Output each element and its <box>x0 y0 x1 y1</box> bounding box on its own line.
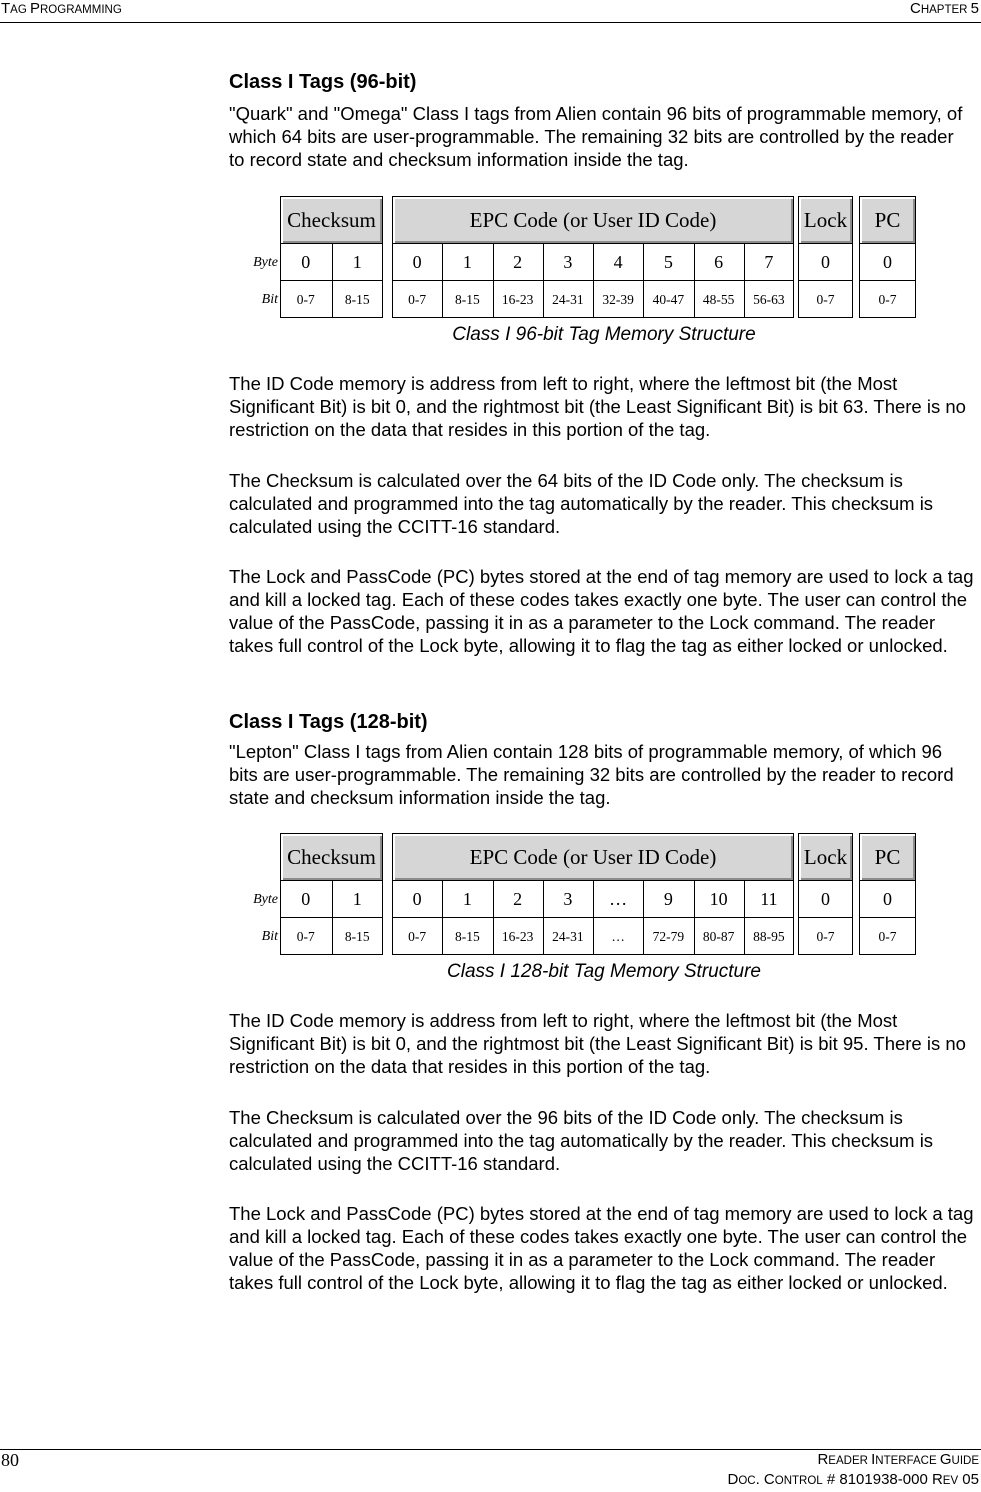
diag128-bit-epc-7: 88-95 <box>753 929 785 944</box>
diag96-bit-epc-4: 32-39 <box>602 292 634 307</box>
diag128-header-checksum: Checksum <box>280 833 383 881</box>
diag96-bit-epc-6: 48-55 <box>702 292 735 307</box>
diag96-byte-epc-7: 7 <box>764 252 774 272</box>
diag96-byte-epc-4: 4 <box>613 252 623 272</box>
diag128-bit-epc-3: 24-31 <box>552 929 584 944</box>
diag128-byte-epc-7: 11 <box>760 889 778 909</box>
diag128-byte-epc-4: … <box>609 889 628 909</box>
diag96-byte-checksum-1: 1 <box>352 252 362 272</box>
diag128-byte-checksum-1: 1 <box>352 889 362 909</box>
diag128-header-epc: EPC Code (or User ID Code) <box>392 833 794 881</box>
diag128-bit-checksum-1: 8-15 <box>344 929 370 944</box>
page-number: 80 <box>1 1450 19 1470</box>
diag96-byte-checksum-0: 0 <box>301 252 311 272</box>
diag96-byte-epc-1: 1 <box>462 252 472 272</box>
caption-96bit: Class I 96-bit Tag Memory Structure <box>452 324 756 345</box>
header-section-title: TAG PROGRAMMING <box>1 0 122 17</box>
diag96-bit-epc-2: 16-23 <box>501 292 534 307</box>
footer-guide-title: READER INTERFACE GUIDE <box>817 1451 979 1468</box>
page-header <box>0 0 981 23</box>
diag96-header-epc: EPC Code (or User ID Code) <box>392 196 794 244</box>
diag128-byte-row-label: Byte <box>253 892 278 907</box>
section-title-128bit: Class I Tags (128-bit) <box>229 711 428 733</box>
diag128-bit-epc-4: … <box>611 929 625 944</box>
diag96-bit-checksum-1: 8-15 <box>344 292 370 307</box>
diag96-bit-epc-1: 8-15 <box>455 292 480 307</box>
diag96-bit-row-label: Bit <box>261 292 278 307</box>
diag128-header-lock: Lock <box>798 833 853 881</box>
diag96-bit-epc-0: 0-7 <box>408 292 427 307</box>
header-chapter: CHAPTER 5 <box>909 0 979 17</box>
diag96-bit-epc-3: 24-31 <box>552 292 584 307</box>
caption-128bit: Class I 128-bit Tag Memory Structure <box>447 961 761 982</box>
diag128-byte-checksum-0: 0 <box>301 889 311 909</box>
diag128-bit-epc-0: 0-7 <box>408 929 427 944</box>
diag96-bit-lock-0: 0-7 <box>816 292 835 307</box>
diag96-bit-epc-5: 40-47 <box>652 292 685 307</box>
diag96-bit-epc-7: 56-63 <box>753 292 785 307</box>
paragraph-id-code-128bit: The ID Code memory is address from left to right, where the leftmost bit (the Most Significant Bit) is bit 0, and the rightmost bit (the Least Significant Bit) is bit 95. There is no restriction on the data that resides in this portion of the tag. <box>229 1010 966 1077</box>
diag128-bit-checksum-0: 0-7 <box>296 929 315 944</box>
diag96-byte-epc-5: 5 <box>663 252 673 272</box>
paragraph-lock-96bit: The Lock and PassCode (PC) bytes stored at the end of tag memory are used to lock a tag and kill a locked tag. Each of these codes takes exactly one byte. The user can control the value of the PassCode, passing it in as a parameter to the Lock command. The reader takes full control of the Lock byte, allowing it to flag the tag as either locked or unlocked. <box>229 566 974 656</box>
memory-diagram-128bit <box>240 833 920 953</box>
diag128-bit-epc-5: 72-79 <box>652 929 685 944</box>
paragraph-checksum-96bit: The Checksum is calculated over the 64 bits of the ID Code only. The checksum is calculated and programmed into the tag automatically by the reader. This checksum is calculated using the CCITT-16 standard. <box>229 470 934 537</box>
paragraph-checksum-128bit: The Checksum is calculated over the 96 bits of the ID Code only. The checksum is calculated and programmed into the tag automatically by the reader. This checksum is calculated using the CCITT-16 standard. <box>229 1107 934 1174</box>
diag128-byte-epc-2: 2 <box>513 889 523 909</box>
diag96-byte-lock-0: 0 <box>821 252 830 272</box>
diag128-byte-epc-6: 10 <box>709 889 728 909</box>
footer-divider <box>0 1449 981 1450</box>
diag128-bit-lock-0: 0-7 <box>816 929 835 944</box>
diag128-bit-pc-0: 0-7 <box>878 929 897 944</box>
diag96-byte-epc-3: 3 <box>563 252 573 272</box>
diag128-byte-pc-0: 0 <box>883 889 892 909</box>
diag128-byte-lock-0: 0 <box>821 889 830 909</box>
diag128-bit-epc-2: 16-23 <box>501 929 534 944</box>
paragraph-id-code-96bit: The ID Code memory is address from left to right, where the leftmost bit (the Most Significant Bit) is bit 0, and the rightmost bit (the Least Significant Bit) is bit 63. There is no restriction on the data that resides in this portion of the tag. <box>229 373 966 440</box>
diag96-bit-checksum-0: 0-7 <box>296 292 315 307</box>
memory-diagram-96bit <box>240 196 920 316</box>
diag128-bit-epc-1: 8-15 <box>455 929 480 944</box>
diag96-bit-pc-0: 0-7 <box>878 292 897 307</box>
diag96-byte-epc-6: 6 <box>714 252 724 272</box>
footer-doc-control: DOC. CONTROL # 8101938-000 REV 05 <box>727 1471 979 1488</box>
section-title-96bit: Class I Tags (96-bit) <box>229 71 417 93</box>
diag96-byte-pc-0: 0 <box>883 252 892 272</box>
intro-96bit: "Quark" and "Omega" Class I tags from Alien contain 96 bits of programmable memory, of which 64 bits are user-programmable. The remaining 32 bits are controlled by the reader to record state and checksum information inside the tag. <box>229 103 963 170</box>
diag128-byte-epc-5: 9 <box>663 889 673 909</box>
diag96-header-lock: Lock <box>798 196 853 244</box>
paragraph-lock-128bit: The Lock and PassCode (PC) bytes stored at the end of tag memory are used to lock a tag and kill a locked tag. Each of these codes takes exactly one byte. The user can control the value of the PassCode, passing it in as a parameter to the Lock command. The reader takes full control of the Lock byte, allowing it to flag the tag as either locked or unlocked. <box>229 1203 974 1293</box>
diag96-header-pc: PC <box>859 196 916 244</box>
diag96-byte-epc-2: 2 <box>513 252 523 272</box>
diag128-header-pc: PC <box>859 833 916 881</box>
diag128-byte-epc-1: 1 <box>462 889 472 909</box>
diag96-byte-row-label: Byte <box>253 255 278 270</box>
intro-128bit: "Lepton" Class I tags from Alien contain 128 bits of programmable memory, of which 96 bits are user-programmable. The remaining 32 bits are controlled by the reader to record state and checksum information inside the tag. <box>229 741 954 808</box>
diag128-byte-epc-0: 0 <box>412 889 422 909</box>
diag128-bit-row-label: Bit <box>261 929 278 944</box>
diag96-header-checksum: Checksum <box>280 196 383 244</box>
diag96-byte-epc-0: 0 <box>412 252 422 272</box>
diag128-byte-epc-3: 3 <box>563 889 573 909</box>
diag128-bit-epc-6: 80-87 <box>702 929 735 944</box>
